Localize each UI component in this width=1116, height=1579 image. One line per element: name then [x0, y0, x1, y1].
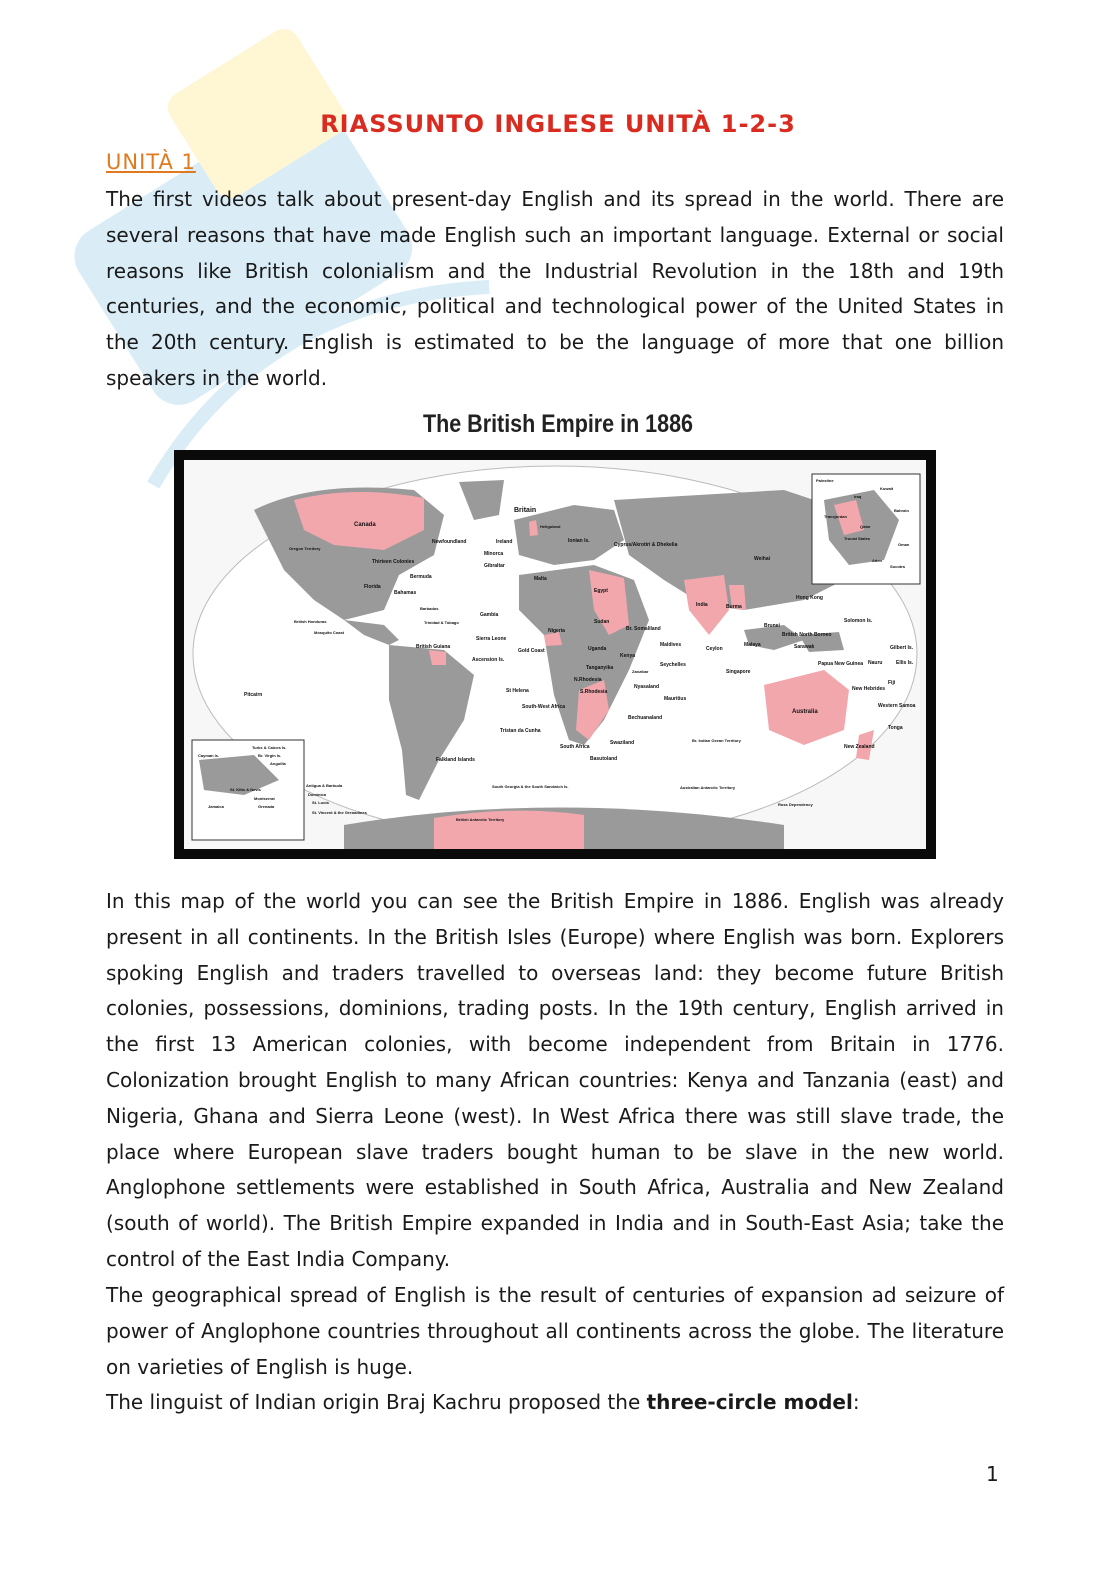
map-label-sierra-leone: Sierra Leone [476, 636, 507, 642]
map-label-bahamas: Bahamas [394, 590, 417, 596]
map-label-kenya: Kenya [620, 653, 636, 659]
map-label-zanzibar: Zanzibar [632, 669, 649, 674]
map-label-iraq: Iraq [854, 494, 862, 499]
kachru-text: The linguist of Indian origin Braj Kachru proposed the [106, 1390, 647, 1414]
map-label-tanganyika: Tanganyika [586, 665, 614, 671]
map-label-hong-kong: Hong Kong [796, 595, 823, 601]
paragraph-map-description: In this map of the world you can see the British Empire in 1886. English was already present in all continents. In the British Isles (Europe) where English was born. Explorers spoking English and traders travelled to overseas land: they become future British colonies, possessions, dominions, trading posts. In the 19th century, English arrived in the first 13 American colonies, with become independent from Britain in 1776. Colonization brought English to many African countries: Kenya and Tanzania (east) and Nigeria, Ghana and Sierra Leone (west). In West Africa there was still slave trade, the place where European slave traders bought human to be slave in the new world. Anglophone settlements were established in South Africa, Australia and New Zealand (south of world). The British Empire expanded in India and in South-East Asia; take the control of the East India Company. [106, 889, 1004, 1271]
map-label-nyasaland: Nyasaland [634, 684, 660, 690]
map-label-western-samoa: Western Samoa [878, 703, 916, 709]
map-label-north-borneo: British North Borneo [782, 632, 832, 638]
map-label-maldives: Maldives [660, 642, 682, 648]
map-canvas [184, 460, 926, 849]
map-label-seychelles: Seychelles [660, 662, 686, 668]
map-label-heligoland: Heligoland [540, 524, 561, 529]
map-label-thirteen-colonies: Thirteen Colonies [372, 559, 415, 565]
map-label-ascension: Ascension Is. [472, 657, 505, 663]
map-label-dominica: Dominica [308, 792, 327, 797]
map-label-bermuda: Bermuda [410, 574, 432, 580]
map-label-montserrat: Montserrat [254, 796, 275, 801]
map-label-australian-antarctic: Australian Antarctic Territory [680, 785, 736, 790]
map-label-nauru: Nauru [868, 660, 883, 666]
map-label-burma: Burma [726, 604, 742, 610]
map-label-ross-dependency: Ross Dependency [778, 802, 813, 807]
map-label-gilbert: Gilbert Is. [890, 645, 914, 651]
map-label-ellis: Ellis Is. [896, 660, 914, 666]
map-label-br-indian-ocean: Br. Indian Ocean Territory [692, 738, 741, 743]
map-label-s-rhodesia: S.Rhodesia [580, 689, 608, 695]
map-label-south-africa: South Africa [560, 744, 590, 750]
map-label-st-lucia: St. Lucia [312, 800, 329, 805]
map-label-bechuanaland: Bechuanaland [628, 715, 663, 721]
map-label-anguilla: Anguilla [270, 761, 286, 766]
map-label-transjordan: Transjordan [824, 514, 847, 519]
kachru-colon: : [852, 1390, 860, 1414]
map-label-canada: Canada [354, 522, 376, 528]
map-label-malta: Malta [534, 576, 547, 582]
map-label-oman: Oman [898, 542, 910, 547]
map-label-falkland: Falkland Islands [436, 757, 475, 763]
map-label-ionian: Ionian Is. [568, 538, 590, 544]
map-label-malaya: Malaya [744, 642, 761, 648]
map-label-florida: Florida [364, 584, 381, 590]
map-label-mosquito-coast: Mosquito Coast [314, 630, 344, 635]
paragraph-intro: The first videos talk about present-day English and its spread in the world. There are several reasons that have made English such an important language. External or social reasons like British colonialism and the Industrial Revolution in the 18th and 19th centuries, and the economic, political and technological power of the United States in the 20th century. English is estimated to be the language of more that one billion speakers in the world. [106, 187, 1004, 390]
map-label-swaziland: Swaziland [610, 740, 635, 746]
map-label-british-antarctic: British Antarctic Territory [456, 817, 505, 822]
map-label-br-somaliland: Br. Somaliland [626, 626, 661, 632]
map-label-nigeria: Nigeria [548, 628, 565, 634]
british-empire-map [174, 450, 936, 859]
map-label-solomon: Solomon Is. [844, 618, 873, 624]
map-label-kuwait: Kuwait [880, 486, 894, 491]
three-circle-model-term: three-circle model [646, 1390, 853, 1414]
map-label-ceylon: Ceylon [706, 646, 723, 652]
map-label-egypt: Egypt [594, 588, 608, 594]
page-number: 1 [986, 1462, 999, 1486]
map-label-british-guiana: British Guiana [416, 644, 451, 650]
map-label-grenada: Grenada [258, 804, 275, 809]
map-label-gambia: Gambia [480, 612, 499, 618]
map-label-fiji: Fiji [888, 680, 896, 686]
map-label-gold-coast: Gold Coast [518, 648, 545, 654]
map-label-sarawak: Sarawak [794, 644, 815, 650]
map-label-socotra: Socotra [890, 564, 905, 569]
map-label-cayman: Cayman Is. [198, 753, 220, 758]
map-label-newfoundland: Newfoundland [432, 539, 467, 545]
map-label-trucial: Trucial States [844, 536, 871, 541]
map-label-st-vincent: St. Vincent & the Grenadines [312, 810, 367, 815]
map-label-oregon: Oregon Territory [289, 546, 321, 551]
map-label-ireland: Ireland [496, 539, 513, 545]
map-label-st-helena: St Helena [506, 688, 529, 694]
map-label-barbados: Barbados [420, 606, 439, 611]
map-label-mauritius: Mauritius [664, 696, 687, 702]
map-label-antigua: Antigua & Barbuda [306, 783, 343, 788]
map-label-south-west-africa: South-West Africa [522, 704, 566, 710]
map-label-aden: Aden [872, 558, 882, 563]
map-label-papua: Papua New Guinea [818, 661, 864, 667]
map-title: The British Empire in 1886 [422, 410, 694, 438]
map-label-uganda: Uganda [588, 646, 607, 652]
map-label-minorca: Minorca [484, 551, 504, 557]
map-label-india: India [696, 602, 708, 608]
map-label-trinidad: Trinidad & Tobago [424, 620, 459, 625]
map-label-tristan: Tristan da Cunha [500, 728, 541, 734]
map-label-palestine: Palestine [816, 478, 834, 483]
map-label-cyprus: Cyprus/Akrotiri & Dhekelia [614, 542, 678, 548]
paragraph-kachru [106, 1385, 1004, 1421]
map-label-jamaica: Jamaica [208, 804, 224, 809]
map-label-sudan: Sudan [594, 619, 610, 625]
section-heading: UNITÀ 1 [106, 150, 196, 174]
map-label-brunei: Brunei [764, 623, 780, 629]
map-label-turks-caicos: Turks & Caicos Is. [252, 745, 287, 750]
map-label-gibraltar: Gibraltar [484, 563, 505, 569]
map-label-new-zealand: New Zealand [844, 744, 875, 750]
map-label-singapore: Singapore [726, 669, 751, 675]
map-label-pitcairn: Pitcairn [244, 692, 263, 698]
map-label-n-rhodesia: N.Rhodesia [574, 677, 602, 683]
map-label-new-hebrides: New Hebrides [852, 686, 886, 692]
map-label-bahrain: Bahrain [894, 508, 909, 513]
map-label-basutoland: Basutoland [590, 756, 618, 762]
paragraph-geographical-spread: The geographical spread of English is the result of centuries of expansion ad seizure of power of Anglophone countries throughout all continents across the globe. The literature on varieties of English is huge. [106, 1283, 1004, 1379]
map-label-australia: Australia [792, 709, 818, 715]
document-title: RIASSUNTO INGLESE UNITÀ 1-2-3 [320, 110, 796, 138]
map-label-st-kitts: St. Kitts & Nevis [230, 787, 261, 792]
map-label-british-honduras: British Honduras [294, 619, 327, 624]
map-label-qatar: Qatar [860, 524, 871, 529]
map-label-br-virgin: Br. Virgin Is. [258, 753, 282, 758]
map-label-weihai: Weihai [754, 556, 771, 562]
map-label-south-georgia: South Georgia & the South Sandwich Is. [492, 784, 569, 789]
map-label-tonga: Tonga [888, 725, 903, 731]
map-label-britain: Britain [514, 507, 537, 514]
